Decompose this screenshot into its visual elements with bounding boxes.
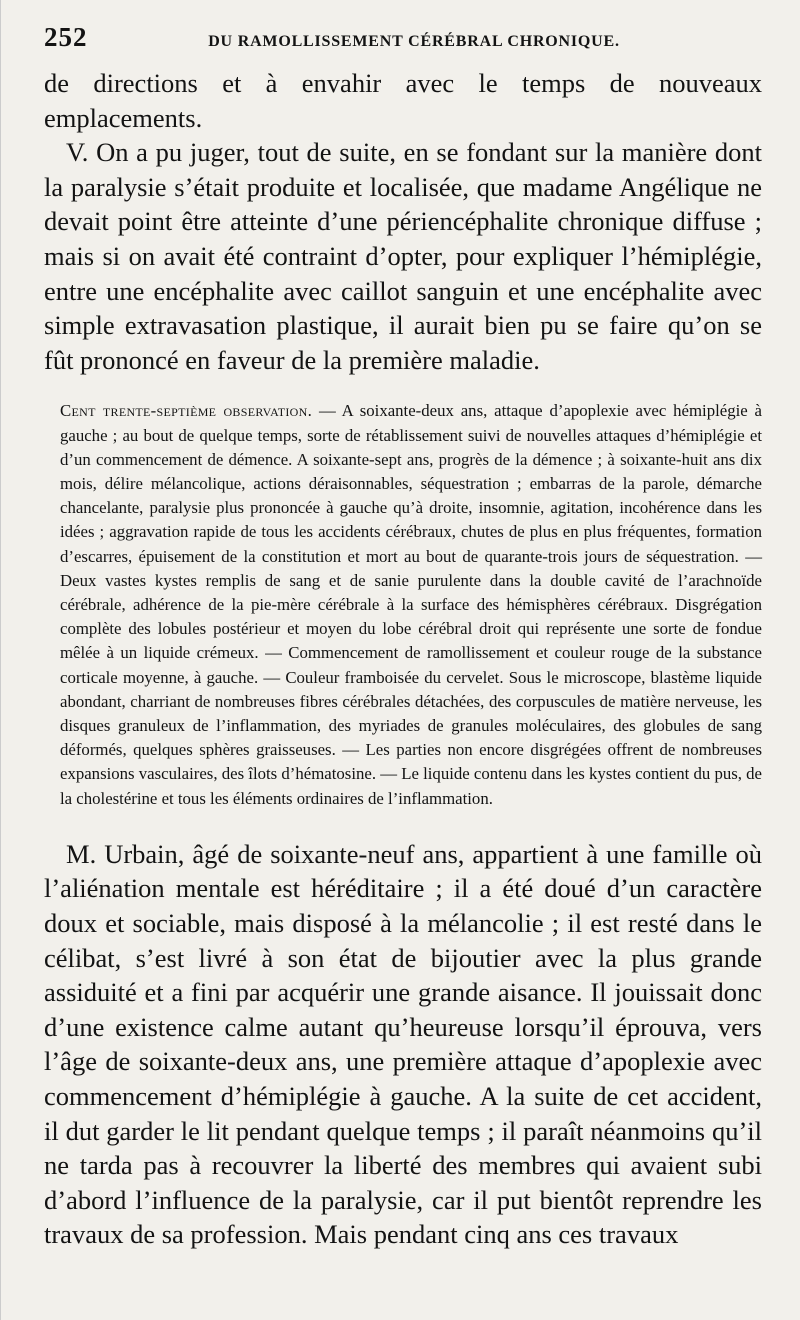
observation-body: — A soixante-deux ans, attaque d’apoplexie avec hémiplégie à gauche ; au bout de quelque temps, sorte de rétablissement suivi de nouvelles attaques d’hémiplégie et d’un commencement de démence. A soixante-sept ans, progrès de la démence ; à soixante-huit ans dix mois, délire mélancolique, actions déraisonnables, séquestration ; embarras de la parole, démarche chancelante, paralysie plus prononcée à gauche qu’à droite, insomnie, agitation, incohérence dans les idées ; aggravation rapide de tous les accidents cérébraux, chutes de plus en plus fréquentes, formation d’escarres, épuisement de la constitution et mort au bout de quarante-trois jours de séquestration. — Deux vastes kystes remplis de sang et de sanie purulente dans la double cavité de l’arachnoïde cérébrale, adhérence de la pie-mère cérébrale à la surface des hémisphères cérébraux. Disgrégation complète des lobules postérieur et moyen du lobe cérébral droit qui représente une sorte de fondue mêlée à un liquide crémeux. — Commencement de ramollissement et couleur rouge de la substance corticale moyenne, à gauche. — Couleur framboisée du cervelet. Sous le microscope, blastème liquide abondant, charriant de nombreuses fibres cérébrales détachées, des corpuscules de matière nerveuse, les disques granuleux de l’inflammation, des myriades de granules moléculaires, des globules de sang déformés, quelques sphères graisseuses. — Les parties non encore disgrégées offrent de nombreuses expansions vasculaires, des îlots d’hématosine. — Le liquide contenu dans les kystes contient du pus, de la cholestérine et tous les éléments ordinaires de l’inflammation. <box>60 401 763 808</box>
running-header <box>44 22 762 66</box>
observation-paragraph <box>44 399 762 810</box>
point-v-paragraph: V. On a pu juger, tout de suite, en se fondant sur la manière dont la paralysie s’était produite et localisée, que madame Angélique ne devait point être atteinte d’une périencéphalite chronique diffuse ; mais si on avait été contraint d’opter, pour expliquer l’hémiplégie, entre une encéphalite avec caillot sanguin et une encéphalite avec simple extravasation plastique, il aurait bien pu se faire qu’on se fût prononcé en faveur de la première maladie. <box>44 137 762 375</box>
observation-title: Cent trente-septième observation. <box>60 401 313 421</box>
urbain-paragraph: M. Urbain, âgé de soixante-neuf ans, appartient à une famille où l’aliénation mentale est héréditaire ; il a été doué d’un caractère doux et sociable, mais disposé à la mélancolie ; il est resté dans le célibat, s’est livré à son état de bijoutier avec la plus grande assiduité et a fini par acquérir une grande aisance. Il jouissait donc d’une existence calme autant qu’heureuse lorsqu’il éprouva, vers l’âge de soixante-deux ans, une première attaque d’apoplexie avec commencement d’hémiplégie à gauche. A la suite de cet accident, il dut garder le lit pendant quelque temps ; il paraît néanmoins qu’il ne tarda pas à recouvrer la liberté des membres qui avaient subi d’abord l’influence de la paralysie, car il put bientôt reprendre les travaux de sa profession. Mais pendant cinq ans ces travaux <box>44 838 762 1250</box>
running-title: DU RAMOLLISSEMENT CÉRÉBRAL CHRONIQUE. <box>208 33 620 50</box>
continuation-paragraph: de directions et à envahir avec le temps de nouveaux emplacements. <box>44 68 762 133</box>
page-number: 252 <box>44 22 88 52</box>
